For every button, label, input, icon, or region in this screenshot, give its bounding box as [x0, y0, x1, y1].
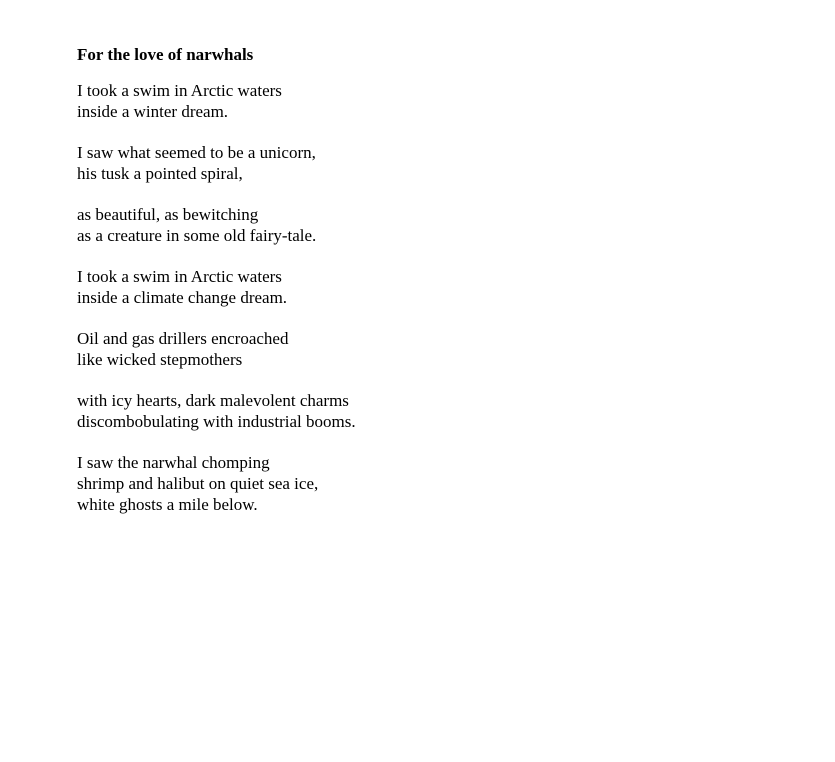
- stanza-1: [77, 80, 777, 122]
- stanza-5: [77, 328, 777, 370]
- poem-line: white ghosts a mile below.: [77, 495, 258, 514]
- poem-line: like wicked stepmothers: [77, 350, 243, 369]
- poem-line: with icy hearts, dark malevolent charms: [77, 391, 349, 410]
- poem-line: Oil and gas drillers encroached: [77, 329, 289, 348]
- poem-line: I saw what seemed to be a unicorn,: [77, 143, 316, 162]
- poem-line: as beautiful, as bewitching: [77, 205, 259, 224]
- poem-line: his tusk a pointed spiral,: [77, 164, 243, 183]
- stanza-7: [77, 452, 777, 515]
- poem-title: For the love of narwhals: [77, 45, 254, 64]
- poem-line: discombobulating with industrial booms.: [77, 412, 356, 431]
- poem-line: shrimp and halibut on quiet sea ice,: [77, 474, 319, 493]
- poem-line: I took a swim in Arctic waters: [77, 267, 282, 286]
- poem-line: I saw the narwhal chomping: [77, 453, 270, 472]
- poem-line: inside a winter dream.: [77, 102, 229, 121]
- poem: [77, 44, 777, 535]
- stanza-6: [77, 390, 777, 432]
- stanza-4: [77, 266, 777, 308]
- poem-line: I took a swim in Arctic waters: [77, 81, 282, 100]
- stanza-2: [77, 142, 777, 184]
- poem-line: inside a climate change dream.: [77, 288, 288, 307]
- poem-line: as a creature in some old fairy-tale.: [77, 226, 317, 245]
- stanza-3: [77, 204, 777, 246]
